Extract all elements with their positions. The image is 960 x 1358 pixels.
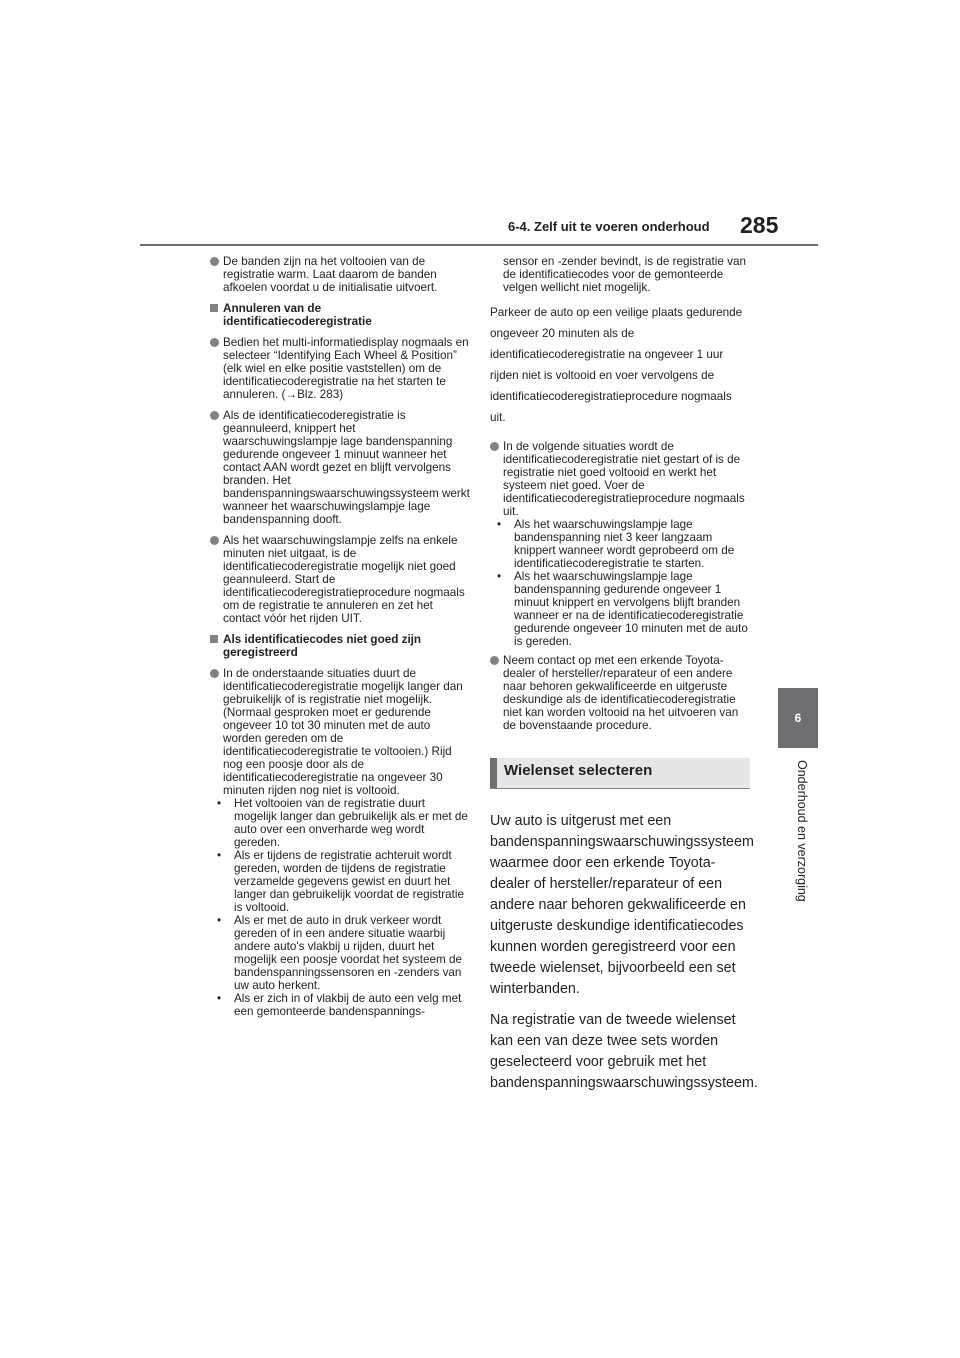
paragraph-text: De banden zijn na het voltooien van de registratie warm. Laat daarom de banden afkoelen voordat u de initialisatie uitvoert. <box>223 255 438 294</box>
paragraph-text: Als het waarschuwingslampje zelfs na enkele minuten niet uitgaat, is de identificatiecoderegistratie mogelijk niet goed geannuleerd. Start de identificatiecoderegistratieprocedure nogmaals om de registratie te annuleren en zet het contact vóór het rijden UIT. <box>223 534 465 625</box>
list-item: • Het voltooien van de registratie duurt mogelijk langer dan gebruikelijk als er met de auto over een onverharde weg wordt gereden. <box>210 797 470 849</box>
subheading-text: Als identificatiecodes niet goed zijn geregistreerd <box>223 633 422 659</box>
situation-list <box>210 797 470 1018</box>
page-number: 285 <box>740 212 779 238</box>
paragraph <box>210 667 470 797</box>
bullet-icon <box>210 411 219 420</box>
paragraph <box>490 654 750 732</box>
section-title: 6-4. Zelf uit te voeren onderhoud <box>508 219 710 234</box>
paragraph-text: Neem contact op met een erkende Toyota-dealer of hersteller/reparateur of een andere naar behoren gekwalificeerde en uitgeruste deskundige als de identificatiecoderegistratie niet kan worden voltooid na het uitvoeren van de bovenstaande procedure. <box>503 654 739 732</box>
paragraph-text: Als de identificatiecoderegistratie is geannuleerd, knippert het waarschuwingslampje lage bandenspanning gedurende ongeveer 1 minuut wanneer het contact AAN wordt gezet en blijft vervolgens branden. Het bandenspanningswaarschuwingssysteem werkt wanneer het waarschuwingslampje lage bandenspanning dooft. <box>223 409 470 526</box>
left-column <box>210 255 470 1024</box>
paragraph <box>490 440 750 518</box>
paragraph <box>210 255 470 294</box>
paragraph-text: In de volgende situaties wordt de identificatiecoderegistratie niet gestart of is de registratie niet goed voltooid en werkt het systeem niet goed. Voer de identificatiecoderegistratieprocedure nogmaals uit. <box>503 440 745 518</box>
failure-list <box>490 518 750 648</box>
park-instruction: Parkeer de auto op een veilige plaats gedurende ongeveer 20 minuten als de identificatiecoderegistratie na ongeveer 1 uur rijden niet is voltooid en voer vervolgens de identificatiecoderegistratieprocedure nogmaals uit. <box>490 306 743 424</box>
list-item: • Als het waarschuwingslampje lage bandenspanning niet 3 keer langzaam knippert wanneer wordt geprobeerd om de identificatiecoderegistratie te starten. <box>490 518 750 570</box>
paragraph <box>210 534 470 625</box>
chapter-number: 6 <box>794 711 802 725</box>
continuation-text: sensor en -zender bevindt, is de registratie van de identificatiecodes voor de gemonteerde velgen wellicht niet mogelijk. <box>503 255 746 294</box>
list-item: • Als er tijdens de registratie achteruit wordt gereden, worden de tijdens de registratie verzamelde gegevens gewist en duurt het langer dan gebruikelijk voordat de registratie is voltooid. <box>210 849 470 914</box>
chapter-title: Onderhoud en verzorging <box>795 760 809 902</box>
list-item: • Als er met de auto in druk verkeer wordt gereden of in een andere situatie waarbij andere auto's vlakbij u rijden, duurt het mogelijk een poosje voordat het systeem de bandenspanningssensoren en -zenders van uw auto herkent. <box>210 914 470 992</box>
paragraph-text: Bedien het multi-informatiedisplay nogmaals en selecteer “Identifying Each Wheel & Position” (elk wiel en elke positie vaststellen) om de identificatiecoderegistratie na het starten te annuleren. (→Blz. 283) <box>223 336 469 401</box>
bullet-icon <box>210 669 219 678</box>
section-heading-text: Wielenset selecteren <box>504 762 653 779</box>
paragraph-text: In de onderstaande situaties duurt de identificatiecoderegistratie mogelijk langer dan gebruikelijk of is registratie niet mogelijk. (Normaal gesproken moet er gedurende ongeveer 10 tot 30 minuten met de auto worden gereden om de identificatiecoderegistratie te voltooien.) Rijd nog een poosje door als de identificatiecoderegistratie na ongeveer 30 minuten rijden nog niet is voltooid. <box>223 667 463 797</box>
bullet-icon <box>210 257 219 266</box>
bullet-icon <box>210 338 219 347</box>
bullet-icon <box>490 442 499 451</box>
header-divider <box>140 244 818 246</box>
subheading <box>210 302 470 328</box>
subheading-text: Annuleren van de identificatiecoderegistratie <box>223 302 372 328</box>
subheading <box>210 633 470 659</box>
heading-accent-bar <box>490 758 497 788</box>
bullet-icon <box>490 656 499 665</box>
list-item: • Als er zich in of vlakbij de auto een velg met een gemonteerde bandenspannings- <box>210 992 470 1018</box>
right-column <box>490 255 758 1104</box>
square-bullet-icon <box>210 635 218 643</box>
body-paragraph: Na registratie van de tweede wielenset kan een van deze twee sets worden geselecteerd voor gebruik met het bandenspanningswaarschuwingssysteem. <box>490 1012 758 1091</box>
square-bullet-icon <box>210 304 218 312</box>
list-item: • Als het waarschuwingslampje lage bandenspanning gedurende ongeveer 1 minuut knippert en vervolgens blijft branden wanneer er na de identificatiecoderegistratie gedurende ongeveer 10 minuten met de auto is gereden. <box>490 570 750 648</box>
chapter-tab <box>778 688 818 748</box>
section-heading <box>490 758 750 789</box>
paragraph <box>210 336 470 401</box>
body-paragraph: Uw auto is uitgerust met een bandenspanningswaarschuwingssysteem waarmee door een erkende Toyota-dealer of hersteller/reparateur of een andere naar behoren gekwalificeerde en uitgeruste deskundige identificatiecodes kunnen worden geregistreerd voor een tweede wielenset, bijvoorbeeld een set winterbanden. <box>490 813 754 997</box>
bullet-icon <box>210 536 219 545</box>
paragraph <box>210 409 470 526</box>
